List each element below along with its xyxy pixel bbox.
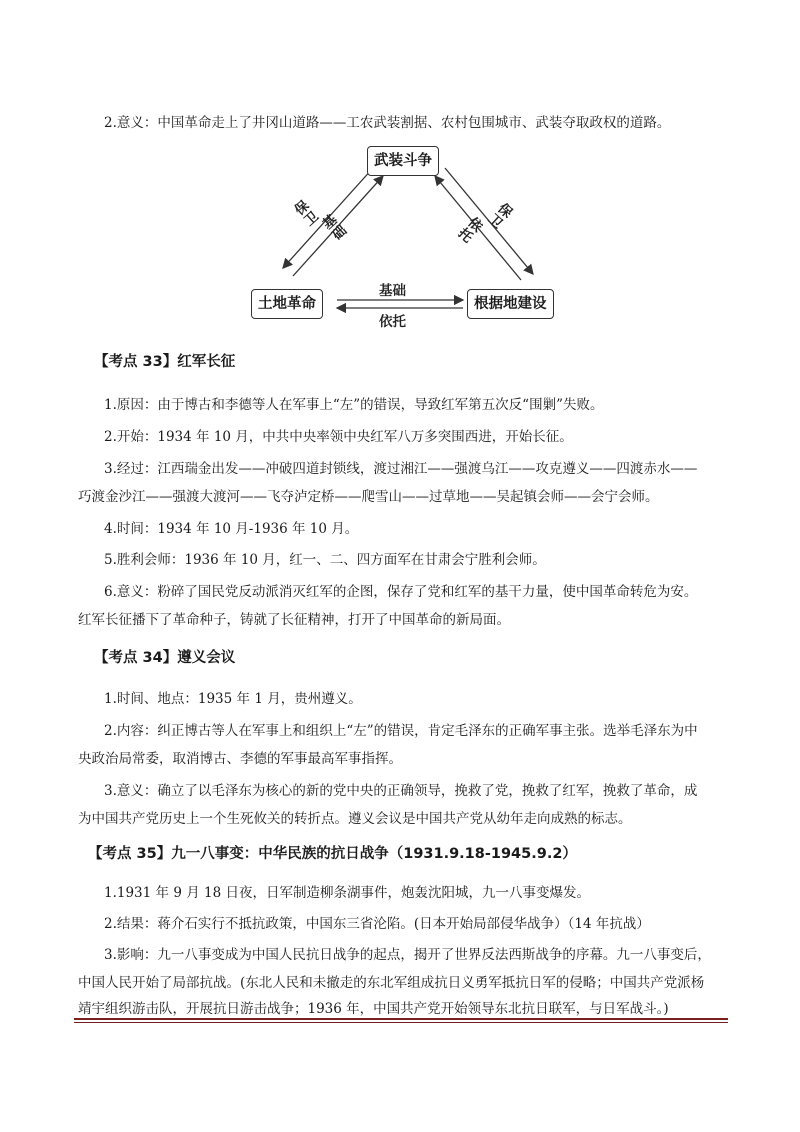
s33-line-6b: 红军长征播下了革命种子，铸就了长征精神，打开了中国革命的新局面。	[78, 612, 510, 628]
s33-line-4: 4.时间：1934 年 10 月-1936 年 10 月。	[104, 521, 359, 537]
label-bottom-bottom: 依托	[379, 314, 406, 330]
label-left-inner: 基础	[317, 212, 349, 245]
s33-line-3: 3.经过：江西瑞金出发——冲破四道封锁线，渡过湘江——强渡乌江——攻克遵义——四渡赤水——	[104, 461, 698, 477]
node-land-revolution: 土地革命	[251, 289, 323, 319]
footer-rule	[74, 1018, 728, 1020]
s34-line-3b: 为中国共产党历史上一个生死攸关的转折点。遵义会议是中国共产党从幼年走向成熟的标志。	[78, 811, 632, 827]
s35-line-3: 3.影响：九一八事变成为中国人民抗日战争的起点，揭开了世界反法西斯战争的序幕。九一八事变后，	[104, 947, 711, 963]
heading-kaodian-34: 【考点 34】遵义会议	[94, 650, 236, 666]
node-armed-struggle: 武装斗争	[367, 146, 439, 176]
label-right-outer: 保卫	[483, 198, 515, 231]
label-left-outer: 保卫	[289, 198, 321, 231]
label-bottom-top: 基础	[379, 283, 406, 299]
s34-line-1: 1.时间、地点：1935 年 1 月，贵州遵义。	[104, 691, 362, 707]
s35-line-3c: 靖宇组织游击队，开展抗日游击战争；1936 年，中国共产党开始领导东北抗日联军，与日军战斗。)	[78, 1001, 669, 1017]
relationship-diagram	[245, 142, 575, 330]
footer-rule-thin	[74, 1022, 728, 1023]
s35-line-3b: 中国人民开始了局部抗战。(东北人民和未撤走的东北军组成抗日义勇军抵抗日军的侵略；中国共产党派杨	[78, 975, 705, 991]
s33-line-5: 5.胜利会师：1936 年 10 月，红一、二、四方面军在甘肃会宁胜利会师。	[104, 552, 546, 568]
label-right-inner: 依托	[453, 212, 485, 245]
s33-line-6: 6.意义：粉碎了国民党反动派消灭红军的企图，保存了党和红军的基干力量，使中国革命转危为安。	[104, 584, 698, 600]
s33-line-2: 2.开始：1934 年 10 月，中共中央率领中央红军八万多突围西进，开始长征。	[104, 429, 573, 445]
s33-line-3b: 巧渡金沙江——强渡大渡河——飞夺泸定桥——爬雪山——过草地——吴起镇会师——会宁会师。	[78, 489, 659, 505]
node-base-building: 根据地建设	[467, 289, 554, 319]
s34-line-2b: 央政治局常委，取消博古、李德的军事最高军事指挥。	[78, 751, 402, 767]
significance-line: 2.意义：中国革命走上了井冈山道路——工农武装割据、农村包围城市、武装夺取政权的道路。	[104, 115, 671, 131]
s34-line-3: 3.意义：确立了以毛泽东为核心的新的党中央的正确领导，挽救了党，挽救了红军，挽救了革命，成	[104, 783, 698, 799]
s35-line-2: 2.结果：蒋介石实行不抵抗政策，中国东三省沦陷。(日本开始局部侵华战争）（14 年抗战）	[104, 916, 650, 932]
heading-kaodian-33: 【考点 33】红军长征	[94, 354, 236, 370]
s33-line-1: 1.原因：由于博古和李德等人在军事上“左”的错误，导致红军第五次反“围剿”失败。	[104, 397, 604, 413]
heading-kaodian-35: 【考点 35】九一八事变：中华民族的抗日战争（1931.9.18-1945.9.2）	[88, 846, 577, 862]
s34-line-2: 2.内容：纠正博古等人在军事上和组织上“左”的错误，肯定毛泽东的正确军事主张。选举毛泽东为中	[104, 723, 698, 739]
s35-line-1: 1.1931 年 9 月 18 日夜，日军制造柳条湖事件，炮轰沈阳城，九一八事变爆发。	[104, 885, 590, 901]
